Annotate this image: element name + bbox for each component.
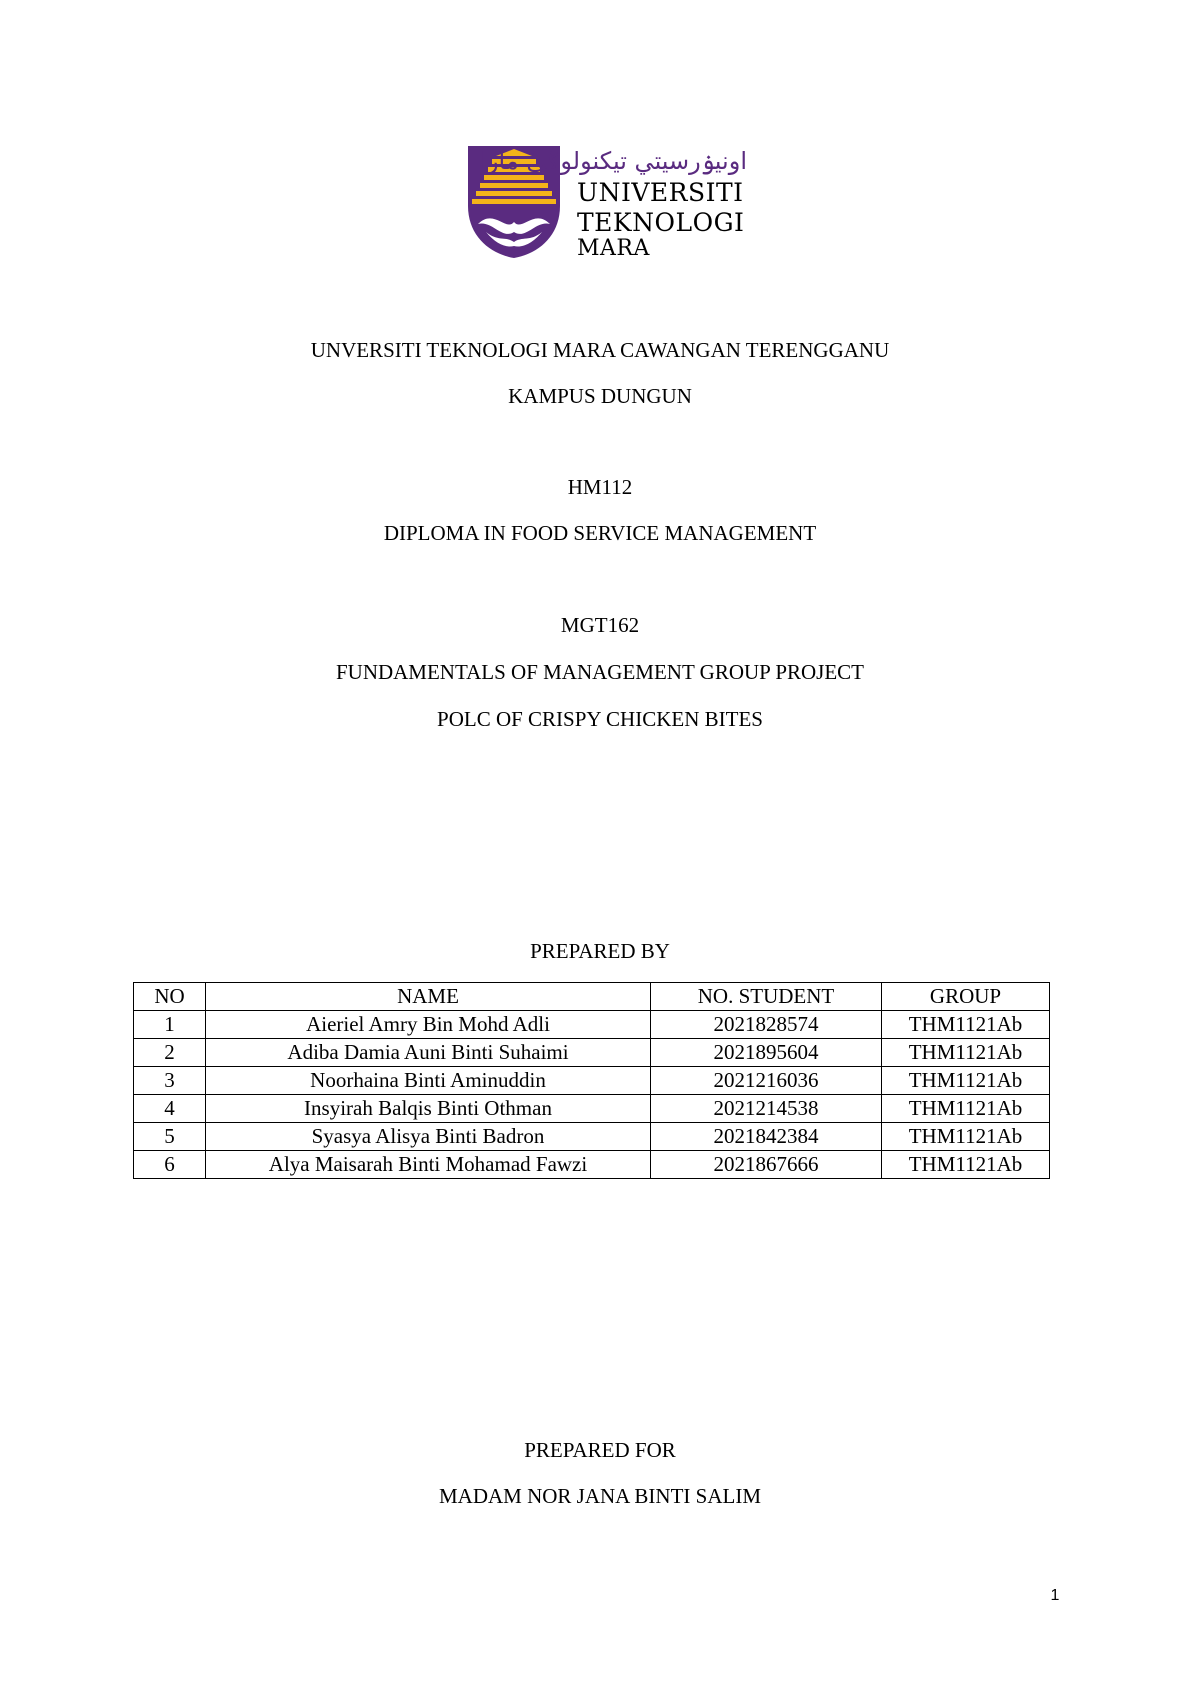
- cell-name: Noorhaina Binti Aminuddin: [206, 1067, 651, 1095]
- cell-no: 6: [134, 1151, 206, 1179]
- column-header-group: GROUP: [882, 983, 1050, 1011]
- group-members-table: [133, 982, 1050, 1179]
- project-title: POLC OF CRISPY CHICKEN BITES: [437, 707, 763, 731]
- cell-name: Insyirah Balqis Binti Othman: [206, 1095, 651, 1123]
- cell-no: 3: [134, 1067, 206, 1095]
- cell-name: Alya Maisarah Binti Mohamad Fawzi: [206, 1151, 651, 1179]
- cell-student-no: 2021828574: [651, 1011, 882, 1039]
- table-row: [134, 1123, 1050, 1151]
- cell-student-no: 2021214538: [651, 1095, 882, 1123]
- course-code: MGT162: [560, 613, 640, 637]
- program-code: HM112: [567, 475, 633, 499]
- cell-student-no: 2021842384: [651, 1123, 882, 1151]
- program-name: DIPLOMA IN FOOD SERVICE MANAGEMENT: [383, 521, 817, 545]
- table-row: [134, 1011, 1050, 1039]
- column-header-no: NO: [134, 983, 206, 1011]
- lecturer-name: MADAM NOR JANA BINTI SALIM: [438, 1484, 761, 1508]
- logo-text-mara: MARA: [577, 236, 650, 261]
- cell-no: 5: [134, 1123, 206, 1151]
- prepared-for-label: PREPARED FOR: [524, 1438, 676, 1462]
- course-title: FUNDAMENTALS OF MANAGEMENT GROUP PROJECT: [335, 660, 865, 684]
- cell-student-no: 2021216036: [651, 1067, 882, 1095]
- cell-no: 2: [134, 1039, 206, 1067]
- cell-no: 1: [134, 1011, 206, 1039]
- page-number: 1: [1050, 1587, 1060, 1604]
- table-row: [134, 1067, 1050, 1095]
- cell-student-no: 2021867666: [651, 1151, 882, 1179]
- cell-group: THM1121Ab: [882, 1095, 1050, 1123]
- table-row: [134, 1039, 1050, 1067]
- logo-text-teknologi: TEKNOLOGI: [577, 208, 745, 237]
- column-header-name: NAME: [206, 983, 651, 1011]
- logo-jawi-text: اونيۏرسيتي تيکنولوݢي مارا: [480, 147, 747, 175]
- cell-group: THM1121Ab: [882, 1067, 1050, 1095]
- column-header-student-no: NO. STUDENT: [651, 983, 882, 1011]
- logo-text-universiti: UNIVERSITI: [577, 178, 744, 207]
- cell-group: THM1121Ab: [882, 1039, 1050, 1067]
- table-header-row: [134, 983, 1050, 1011]
- cell-name: Aieriel Amry Bin Mohd Adli: [206, 1011, 651, 1039]
- cell-student-no: 2021895604: [651, 1039, 882, 1067]
- prepared-by-label: PREPARED BY: [530, 939, 670, 963]
- cell-no: 4: [134, 1095, 206, 1123]
- campus-name: KAMPUS DUNGUN: [508, 384, 692, 408]
- table-row: [134, 1151, 1050, 1179]
- university-logo: [466, 144, 746, 260]
- cell-group: THM1121Ab: [882, 1011, 1050, 1039]
- cell-group: THM1121Ab: [882, 1123, 1050, 1151]
- cell-name: Syasya Alisya Binti Badron: [206, 1123, 651, 1151]
- university-name: UNVERSITI TEKNOLOGI MARA CAWANGAN TERENGGANU: [310, 338, 890, 362]
- cell-group: THM1121Ab: [882, 1151, 1050, 1179]
- cell-name: Adiba Damia Auni Binti Suhaimi: [206, 1039, 651, 1067]
- table-row: [134, 1095, 1050, 1123]
